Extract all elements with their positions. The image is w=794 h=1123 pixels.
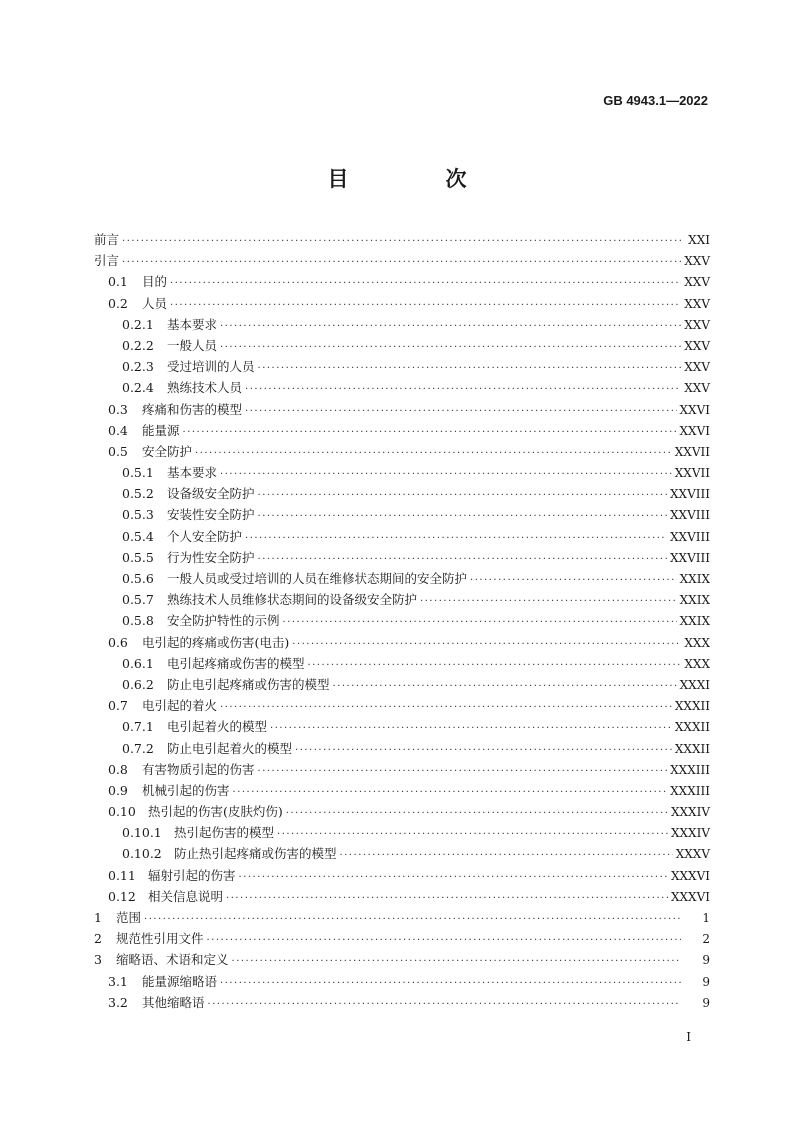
toc-entry[interactable]	[94, 589, 710, 610]
toc-entry-page: XXVII	[674, 444, 710, 459]
toc-entry-page: XXV	[684, 254, 710, 269]
toc-entry-page: 9	[702, 995, 710, 1010]
toc-entry[interactable]	[94, 462, 710, 483]
toc-entry[interactable]	[94, 716, 710, 737]
toc-entry[interactable]	[94, 992, 710, 1013]
toc-entry[interactable]	[94, 632, 710, 653]
toc-entry-page: XXXVI	[670, 889, 710, 904]
toc-entry-number: 0.4	[108, 422, 128, 438]
toc-entry-label: 人员	[142, 295, 168, 311]
toc-entry[interactable]	[94, 526, 710, 547]
toc-entry-label: 电引起的着火	[142, 698, 218, 714]
dot-leader	[144, 909, 681, 930]
toc-entry-label: 电引起的疼痛或伤害(电击)	[142, 634, 290, 650]
toc-entry-label: 安全防护	[142, 443, 193, 459]
toc-entry-page: XXXIII	[670, 783, 710, 798]
dot-leader	[258, 549, 668, 570]
toc-entry[interactable]	[94, 399, 710, 420]
toc-entry[interactable]	[94, 483, 710, 504]
toc-entry-number: 0.7	[108, 698, 128, 714]
toc-entry-number: 0.5.6	[122, 571, 154, 586]
dot-leader	[220, 316, 681, 337]
toc-entry-label: 规范性引用文件	[116, 931, 204, 947]
dot-leader	[226, 888, 668, 909]
toc-entry-number: 0.10	[108, 804, 136, 820]
toc-entry-label: 基本要求	[167, 465, 218, 481]
toc-entry-number: 1	[94, 910, 102, 925]
toc-entry-number: 0.9	[108, 782, 128, 798]
toc-entry[interactable]	[94, 377, 710, 398]
dot-leader	[239, 867, 668, 888]
dot-leader	[232, 951, 681, 972]
page-title: 目 次	[327, 167, 505, 191]
toc-entry-label: 防止电引起疼痛或伤害的模型	[167, 676, 330, 692]
dot-leader	[220, 973, 681, 994]
toc-entry-page: XXV	[684, 296, 710, 311]
toc-entry-label: 范围	[116, 910, 142, 925]
dot-leader	[340, 845, 673, 866]
toc-entry[interactable]	[94, 250, 710, 271]
toc-entry-label: 缩略语、术语和定义	[116, 952, 229, 968]
dot-leader	[220, 337, 681, 358]
toc-entry[interactable]	[94, 822, 710, 843]
dot-leader	[258, 761, 668, 782]
toc-entry-number: 0.6.1	[122, 655, 154, 671]
dot-leader	[122, 252, 681, 273]
dot-leader	[195, 443, 672, 464]
toc-entry-label: 防止热引起疼痛或伤害的模型	[174, 846, 337, 862]
toc-entry-label: 熟练技术人员	[167, 380, 243, 396]
dot-leader	[183, 422, 677, 443]
toc-entry-label: 电引起疼痛或伤害的模型	[167, 655, 305, 671]
toc-entry[interactable]	[94, 865, 710, 886]
toc-entry[interactable]	[94, 441, 710, 462]
toc-entry-number: 0.11	[108, 867, 136, 883]
toc-entry[interactable]	[94, 504, 710, 525]
toc-entry-page: XXVII	[674, 466, 710, 481]
toc-entry-number: 0.5.2	[122, 486, 154, 502]
toc-entry[interactable]	[94, 801, 710, 822]
toc-entry-number: 0.12	[108, 888, 136, 904]
dot-leader	[122, 231, 681, 252]
dot-leader	[258, 485, 668, 506]
toc-entry-label: 引言	[94, 253, 120, 269]
toc-entry-number: 0.2.3	[122, 359, 154, 375]
toc-entry-label: 辐射引起的伤害	[148, 867, 236, 883]
toc-entry-number: 0.8	[108, 761, 128, 777]
toc-entry-page: XXVIII	[670, 529, 710, 544]
dot-leader	[420, 591, 677, 612]
toc-entry-number: 0.7.1	[122, 719, 154, 735]
toc-entry-label: 一般人员或受过培训的人员在维修状态期间的安全防护	[167, 571, 468, 586]
toc-entry-label: 能量源缩略语	[142, 973, 218, 989]
dot-leader	[220, 697, 672, 718]
toc-entry-number: 0.10.2	[122, 846, 162, 862]
toc-entry-number: 0.2.1	[122, 316, 154, 332]
toc-entry-label: 有害物质引起的伤害	[142, 761, 255, 777]
toc-entry-number: 0.10.1	[122, 825, 162, 841]
toc-entry-page: XXXIII	[670, 762, 710, 777]
toc-entry-label: 受过培训的人员	[167, 359, 255, 375]
toc-entry-number: 0.5.1	[122, 465, 154, 481]
toc-entry-label: 热引起伤害的模型	[174, 825, 275, 841]
toc-entry[interactable]	[94, 271, 710, 292]
toc-entry-label: 一般人员	[167, 337, 218, 353]
toc-entry-page: XXXIV	[670, 805, 710, 820]
toc-entry-page: 2	[702, 932, 710, 947]
toc-entry-label: 能量源	[142, 422, 180, 438]
toc-entry-label: 电引起着火的模型	[167, 719, 268, 735]
toc-entry-number: 0.3	[108, 401, 128, 417]
toc-entry-page: XXXV	[675, 847, 710, 862]
dot-leader	[258, 358, 681, 379]
toc-entry-number: 3	[94, 952, 102, 968]
toc-entry-number: 0.2	[108, 295, 128, 311]
toc-entry[interactable]	[94, 335, 710, 356]
toc-entry-number: 0.7.2	[122, 740, 154, 756]
toc-entry[interactable]	[94, 949, 710, 970]
toc-entry-page: 1	[702, 911, 710, 925]
toc-entry[interactable]	[94, 674, 710, 695]
toc-entry[interactable]	[94, 971, 710, 992]
toc-entry[interactable]	[94, 780, 710, 801]
dot-leader	[470, 570, 677, 591]
toc-entry-number: 0.5	[108, 443, 128, 459]
toc-entry[interactable]	[94, 759, 710, 780]
toc-entry-label: 行为性安全防护	[167, 549, 255, 565]
toc-entry-label: 设备级安全防护	[167, 486, 255, 502]
toc-entry-label: 个人安全防护	[167, 528, 243, 544]
toc-entry-number: 0.5.3	[122, 507, 154, 523]
dot-leader	[258, 506, 668, 527]
toc-entry-page: XXXII	[674, 720, 710, 735]
toc-entry[interactable]	[94, 356, 710, 377]
table-of-contents	[94, 229, 710, 1013]
toc-entry-page: XXIX	[679, 614, 710, 629]
standard-code: GB 4943.1—2022	[603, 93, 708, 108]
toc-entry[interactable]	[94, 610, 710, 631]
toc-entry[interactable]	[94, 886, 710, 907]
toc-entry-number: 0.6.2	[122, 676, 154, 692]
dot-leader	[270, 718, 672, 739]
dot-leader	[207, 930, 681, 951]
toc-entry[interactable]	[94, 907, 710, 928]
toc-entry-number: 0.2.4	[122, 380, 154, 396]
dot-leader	[295, 740, 672, 761]
dot-leader	[283, 612, 677, 633]
toc-entry[interactable]	[94, 843, 710, 864]
toc-entry-label: 疼痛和伤害的模型	[142, 401, 243, 417]
dot-leader	[245, 528, 667, 549]
toc-entry-page: XXXI	[679, 677, 710, 692]
toc-entry[interactable]	[94, 293, 710, 314]
toc-entry-page: XXV	[684, 381, 710, 396]
toc-entry-number: 3.2	[108, 994, 128, 1010]
toc-entry-label: 机械引起的伤害	[142, 782, 230, 798]
toc-entry-number: 3.1	[108, 973, 128, 989]
dot-leader	[333, 676, 677, 697]
toc-entry-page: XXIX	[679, 572, 710, 586]
dot-leader	[220, 464, 672, 485]
toc-entry-page: XXIX	[679, 593, 710, 608]
dot-leader	[208, 994, 681, 1015]
toc-entry-page: XXV	[684, 275, 710, 290]
toc-entry-number: 2	[94, 931, 102, 947]
dot-leader	[308, 655, 681, 676]
toc-entry-page: XXX	[684, 635, 710, 650]
toc-entry-number: 0.5.5	[122, 549, 154, 565]
dot-leader	[286, 803, 668, 824]
toc-entry[interactable]	[94, 420, 710, 441]
dot-leader	[277, 824, 668, 845]
dot-leader	[170, 295, 681, 316]
toc-entry-page: XXV	[684, 338, 710, 353]
toc-entry-page: XXI	[688, 233, 710, 247]
toc-entry-number: 0.1	[108, 274, 128, 290]
toc-entry-page: XXXII	[674, 741, 710, 756]
toc-entry-page: XXV	[684, 360, 710, 375]
toc-entry-page: XXVI	[679, 423, 710, 438]
dot-leader	[245, 401, 676, 422]
toc-entry-page: XXV	[684, 317, 710, 332]
toc-entry-number: 0.5.4	[122, 528, 154, 544]
toc-entry-number: 0.6	[108, 634, 128, 650]
toc-entry-label: 安全防护特性的示例	[167, 613, 280, 629]
toc-entry-page: XXVIII	[670, 508, 710, 523]
toc-entry-page: XXVIII	[670, 550, 710, 565]
toc-entry[interactable]	[94, 928, 710, 949]
toc-entry-page: XXVI	[679, 402, 710, 417]
toc-entry-page: 9	[702, 974, 710, 989]
dot-leader	[245, 379, 681, 400]
toc-entry[interactable]	[94, 738, 710, 759]
toc-entry-label: 基本要求	[167, 316, 218, 332]
toc-entry[interactable]	[94, 547, 710, 568]
toc-entry-label: 相关信息说明	[148, 888, 224, 904]
dot-leader	[292, 634, 681, 655]
toc-entry-page: XXVIII	[670, 487, 710, 502]
toc-entry-label: 前言	[94, 232, 120, 247]
toc-entry[interactable]	[94, 314, 710, 335]
toc-entry-label: 安装性安全防护	[167, 507, 255, 523]
toc-entry-number: 0.5.7	[122, 592, 154, 608]
dot-leader	[170, 273, 681, 294]
toc-entry[interactable]	[94, 568, 710, 589]
toc-entry-number: 0.2.2	[122, 337, 154, 353]
dot-leader	[233, 782, 668, 803]
toc-entry[interactable]	[94, 229, 710, 250]
toc-entry[interactable]	[94, 695, 710, 716]
toc-entry-page: 9	[702, 953, 710, 968]
toc-entry-page: XXXVI	[670, 868, 710, 883]
toc-entry-label: 热引起的伤害(皮肤灼伤)	[148, 804, 283, 820]
toc-entry-page: XXXII	[674, 699, 710, 714]
toc-entry-page: XXXIV	[670, 826, 710, 841]
toc-entry-label: 目的	[142, 274, 168, 290]
toc-entry[interactable]	[94, 653, 710, 674]
toc-entry-label: 其他缩略语	[142, 994, 205, 1010]
page-number: I	[686, 1030, 691, 1044]
toc-entry-number: 0.5.8	[122, 613, 154, 629]
toc-entry-label: 熟练技术人员维修状态期间的设备级安全防护	[167, 592, 418, 608]
toc-entry-label: 防止电引起着火的模型	[167, 740, 293, 756]
toc-entry-page: XXX	[684, 656, 710, 671]
